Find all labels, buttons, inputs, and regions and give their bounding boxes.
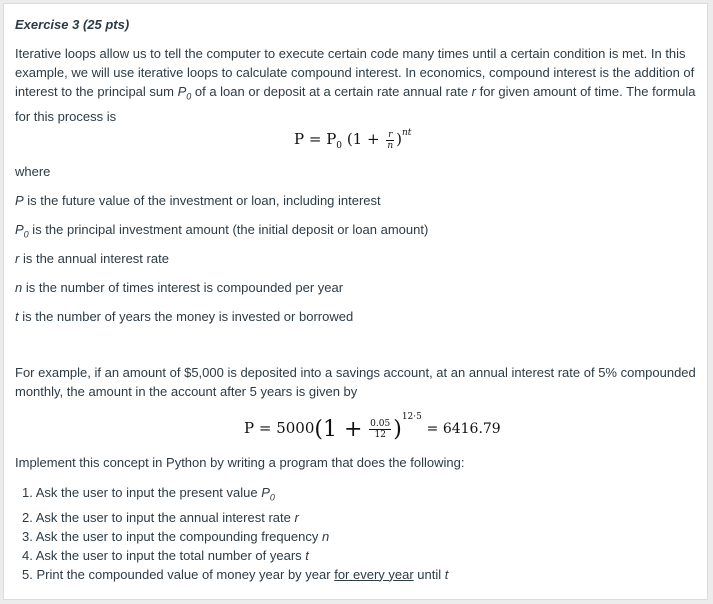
def-text: is the principal investment amount (the initial deposit or loan amount) [28,222,429,237]
step-number: 1. [22,485,33,500]
example-lhs: P = 5000 [244,419,315,437]
step-item [22,546,448,565]
definition-p0 [15,222,428,240]
example-exponent: 12·5 [401,412,422,422]
exercise-title: Exercise 3 (25 pts) [15,17,130,32]
step-var: n [321,528,330,544]
intro-line-3 [15,82,700,107]
def-text: is the number of years the money is invested or borrowed [18,309,354,324]
formula-close: ) [396,130,402,148]
def-text: is the number of times interest is compounded per year [22,280,344,295]
def-var: t [15,309,19,324]
for-every-year-link[interactable]: for every year [334,566,414,582]
formula-exponent: nt [401,128,412,138]
example-fraction-num: 0.05 [370,418,391,429]
def-var: P [15,222,24,237]
step-text: Print the compounded value of money year by year [36,566,335,582]
step-text: Ask the user to input the total number of years [35,547,306,563]
def-var: P [15,193,24,208]
var-r: r [471,84,477,99]
formula-open: (1 + [346,130,380,148]
step-item [22,565,448,584]
intro-line-2: example, we will use iterative loops to calculate compound interest. In economics, compound interest is the addition of [15,65,695,80]
example-fraction [369,419,391,440]
formula-fraction [386,130,394,151]
step-number: 4. [22,547,33,563]
def-var: n [15,280,23,295]
step-number: 3. [22,528,33,544]
fraction-num: r [388,129,393,140]
definition-p [15,193,381,208]
var-p-sub: 0 [186,91,192,102]
def-text: is the future value of the investment or loan, including interest [23,193,381,208]
var-p: P [177,84,187,99]
fraction-den: n [387,140,394,151]
example-line-2: monthly, the amount in the account after 5 years is given by [15,384,358,399]
implement-instruction: Implement this concept in Python by writing a program that does the following: [15,455,465,470]
compound-interest-formula [294,128,411,151]
example-line-1: For example, if an amount of $5,000 is deposited into a savings account, at an annual interest rate of 5% compounded [15,365,696,380]
intro-line-3b: of a loan or deposit at a certain rate annual rate [191,84,472,99]
example-fraction-den: 12 [374,429,386,440]
step-text: Ask the user to input the compounding frequency [35,528,322,544]
definition-n [15,280,343,295]
step-after: until [413,566,445,582]
definition-r [15,251,169,266]
example-rhs: = 6416.79 [426,421,501,437]
step-text: Ask the user to input the annual interest rate [35,509,295,525]
example-formula [244,412,501,442]
example-paragraph [15,363,700,401]
intro-line-1: Iterative loops allow us to tell the computer to execute certain code many times until a certain condition is met. In this [15,46,686,61]
intro-line-3a: interest to the principal sum [15,84,178,99]
intro-line-3c: for given amount of time. The formula [476,84,696,99]
step-item [22,527,448,546]
step-var: r [294,509,299,525]
intro-paragraph [15,44,700,126]
formula-lhs-sub: 0 [336,141,343,151]
step-text: Ask the user to input the present value [35,485,262,500]
def-text: is the annual interest rate [19,251,169,266]
definition-t [15,309,353,324]
example-close: ) [393,417,402,442]
formula-lhs: P = P [294,130,337,148]
exercise-card [3,3,708,600]
step-number: 5. [22,566,33,582]
example-open: (1 + [314,417,363,442]
step-item [22,508,448,527]
steps-list [22,483,448,584]
where-label: where [15,164,51,179]
step-number: 2. [22,509,33,525]
intro-line-4: for this process is [15,108,117,124]
step-var: P [261,485,270,500]
step-var: t [305,547,309,563]
step-var: t [444,566,449,582]
def-var: r [15,251,20,266]
step-item [22,483,448,508]
step-sub: 0 [269,492,275,503]
def-sub: 0 [23,229,29,240]
